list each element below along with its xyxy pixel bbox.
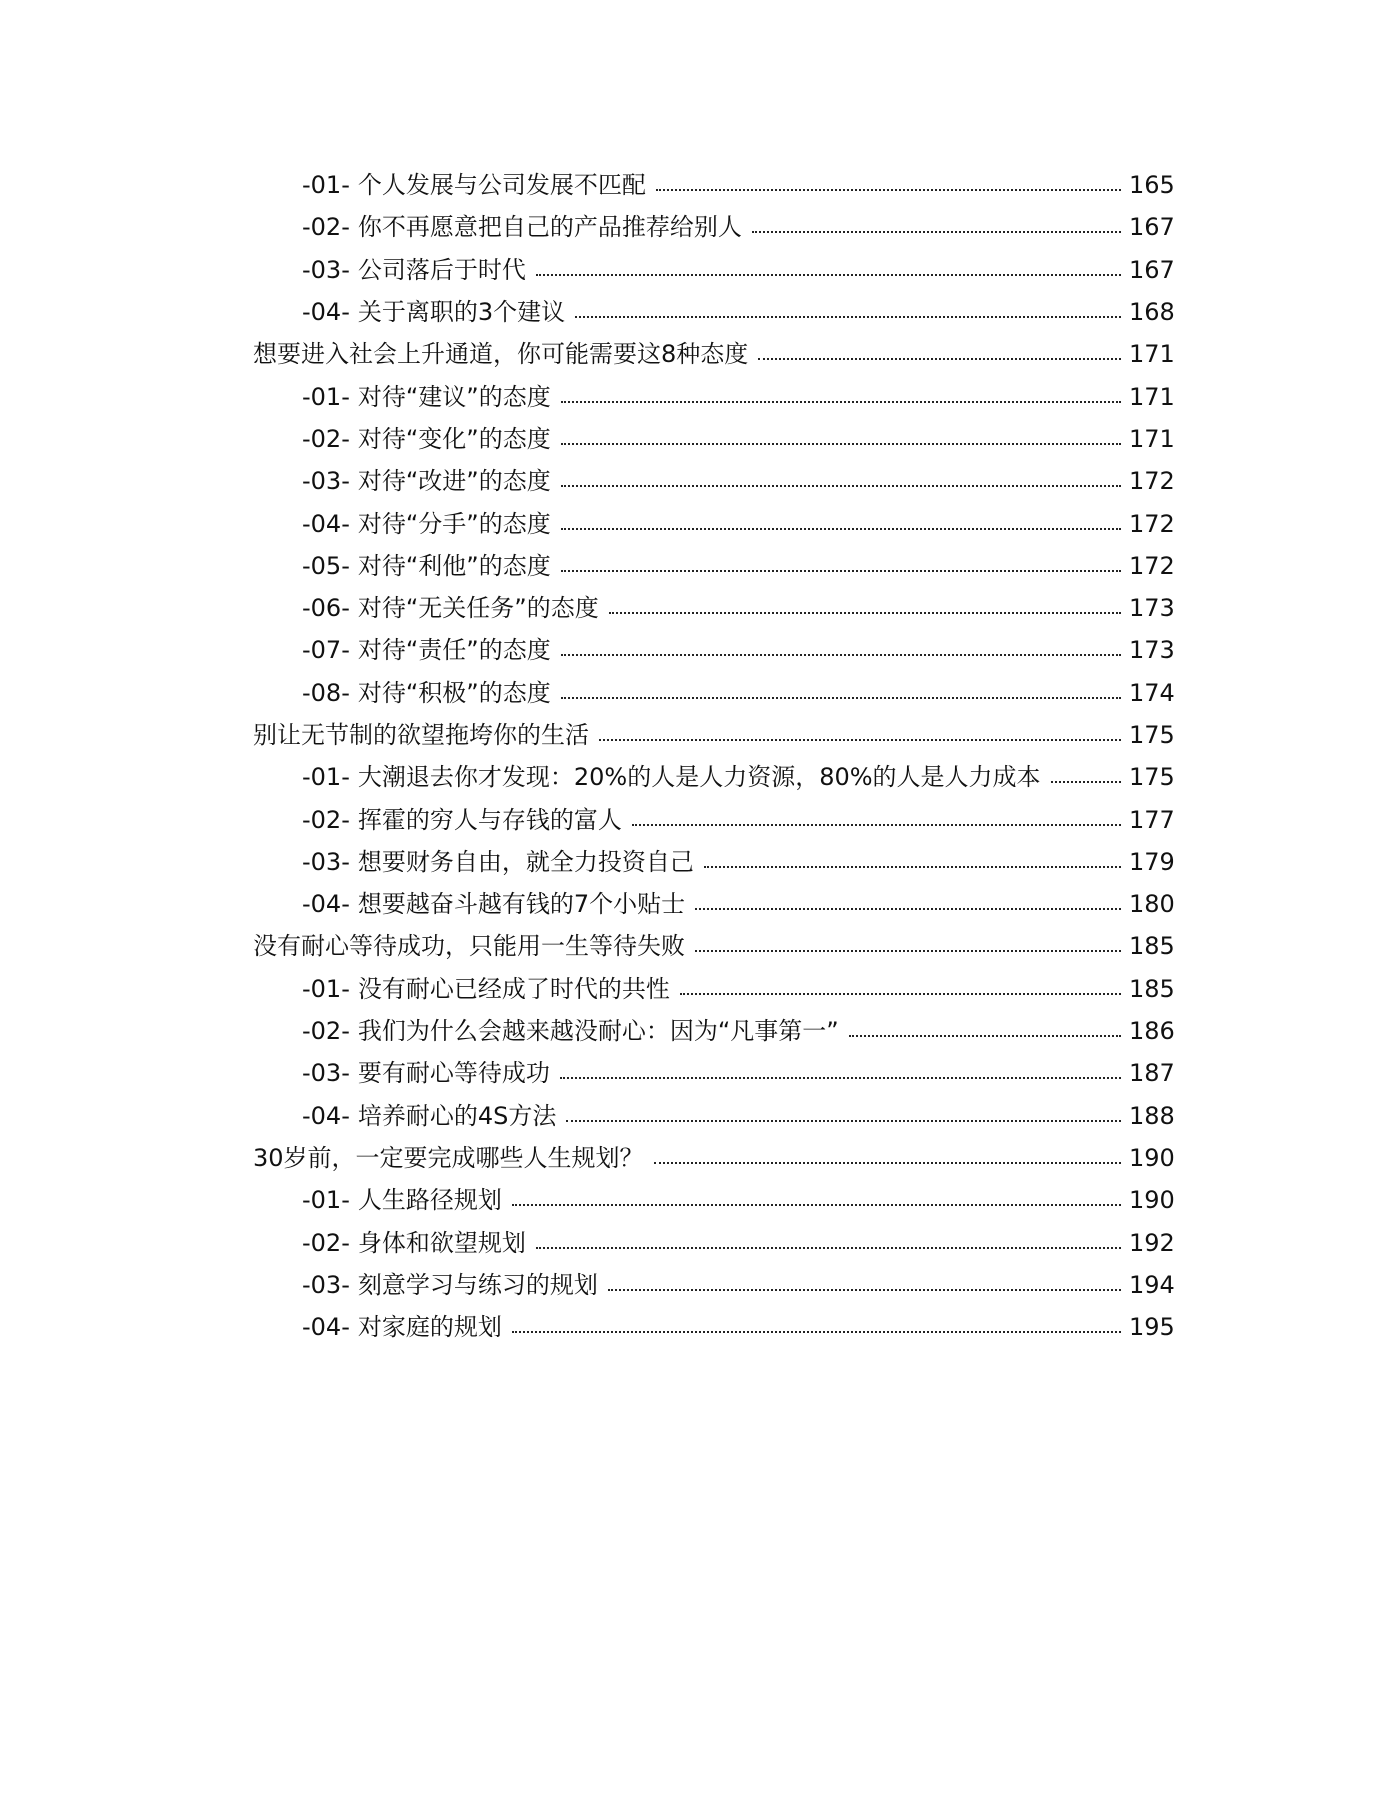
page-number: 172 [1129,467,1175,496]
page-number: 180 [1129,890,1175,919]
toc-entry[interactable] [0,502,1391,544]
dot-leader [599,739,1121,741]
entry-title: 对待“无关任务”的态度 [357,594,599,623]
toc-entry[interactable] [0,756,1391,798]
entry-number: -03- [302,847,350,876]
entry-title: 身体和欲望规划 [357,1228,526,1257]
entry-title: 对待“变化”的态度 [357,424,551,453]
chapter-title: 30岁前，一定要完成哪些人生规划？ [253,1143,644,1172]
toc-entry[interactable] [0,1052,1391,1094]
entry-title: 人生路径规划 [357,1186,502,1215]
toc-entry[interactable] [0,1264,1391,1306]
dot-leader [536,1247,1121,1249]
dot-leader [561,528,1121,530]
entry-title: 刻意学习与练习的规划 [357,1270,598,1299]
dot-leader [752,231,1121,233]
page-number: 185 [1129,932,1175,961]
entry-title: 对待“改进”的态度 [357,467,551,496]
page-number: 167 [1129,213,1175,242]
page-number: 173 [1129,594,1175,623]
dot-leader [654,1162,1121,1164]
dot-leader [566,1120,1121,1122]
page-number: 172 [1129,509,1175,538]
page-number: 171 [1129,424,1175,453]
page-number: 171 [1129,382,1175,411]
entry-title: 想要越奋斗越有钱的7个小贴士 [357,890,686,919]
page-number: 173 [1129,636,1175,665]
page-number: 192 [1129,1228,1175,1257]
toc-entry[interactable] [0,841,1391,883]
toc-entry[interactable] [0,968,1391,1010]
entry-number: -01- [302,382,350,411]
entry-number: -04- [302,1313,350,1342]
toc-entry[interactable] [0,545,1391,587]
entry-title: 我们为什么会越来越没耐心：因为“凡事第一” [357,1017,839,1046]
toc-entry[interactable] [0,418,1391,460]
page-number: 195 [1129,1313,1175,1342]
page-number: 167 [1129,255,1175,284]
toc-entry[interactable] [0,798,1391,840]
entry-title: 关于离职的3个建议 [357,298,566,327]
chapter-title: 没有耐心等待成功，只能用一生等待失败 [253,932,685,961]
entry-number: -01- [302,1186,350,1215]
dot-leader [849,1035,1121,1037]
toc-entry[interactable] [0,291,1391,333]
toc-entry[interactable] [0,1221,1391,1263]
entry-title: 个人发展与公司发展不匹配 [357,171,646,200]
entry-title: 想要财务自由，就全力投资自己 [357,847,694,876]
page-number: 190 [1129,1143,1175,1172]
entry-number: -02- [302,1017,350,1046]
entry-title: 对家庭的规划 [357,1313,502,1342]
entry-title: 挥霍的穷人与存钱的富人 [357,805,622,834]
page-number: 175 [1129,763,1175,792]
entry-number: -04- [302,890,350,919]
entry-number: -05- [302,551,350,580]
page-number: 174 [1129,678,1175,707]
chapter-title: 别让无节制的欲望拖垮你的生活 [253,721,589,749]
dot-leader [561,485,1121,487]
entry-number: -04- [302,298,350,327]
page-number: 190 [1129,1186,1175,1215]
page-number: 187 [1129,1059,1175,1088]
toc-entry[interactable] [0,883,1391,925]
dot-leader [561,697,1121,699]
entry-title: 对待“利他”的态度 [357,551,551,580]
page-number: 194 [1129,1270,1175,1299]
entry-number: -06- [302,594,350,623]
page-number: 185 [1129,974,1175,1003]
toc-chapter-entry[interactable] [0,1137,1391,1179]
entry-title: 大潮退去你才发现：20%的人是人力资源，80%的人是人力成本 [357,763,1041,792]
dot-leader [609,612,1121,614]
entry-title: 公司落后于时代 [357,255,526,284]
toc-chapter-entry[interactable] [0,714,1391,756]
entry-number: -07- [302,636,350,665]
entry-title: 没有耐心已经成了时代的共性 [357,974,670,1003]
dot-leader [680,993,1121,995]
entry-number: -03- [302,255,350,284]
table-of-contents [0,164,1391,1348]
entry-number: -02- [302,213,350,242]
toc-entry[interactable] [0,460,1391,502]
entry-number: -03- [302,1059,350,1088]
page-number: 165 [1129,171,1175,200]
entry-number: -01- [302,974,350,1003]
entry-title: 对待“建议”的态度 [357,382,551,411]
page-number: 186 [1129,1017,1175,1046]
dot-leader [695,950,1121,952]
entry-number: -04- [302,509,350,538]
toc-entry[interactable] [0,375,1391,417]
toc-entry[interactable] [0,1010,1391,1052]
dot-leader [561,443,1121,445]
dot-leader [512,1331,1121,1333]
page-number: 179 [1129,847,1175,876]
toc-entry[interactable] [0,587,1391,629]
dot-leader [575,316,1121,318]
entry-title: 你不再愿意把自己的产品推荐给别人 [357,213,742,242]
entry-title: 要有耐心等待成功 [357,1059,550,1088]
entry-number: -03- [302,467,350,496]
dot-leader [561,654,1121,656]
toc-entry[interactable] [0,672,1391,714]
toc-entry[interactable] [0,1095,1391,1137]
page-number: 172 [1129,551,1175,580]
entry-number: -03- [302,1270,350,1299]
dot-leader [536,274,1121,276]
dot-leader [632,824,1121,826]
page-number: 188 [1129,1101,1175,1130]
entry-number: -04- [302,1101,350,1130]
dot-leader [512,1204,1121,1206]
toc-entry[interactable] [0,1306,1391,1348]
toc-entry[interactable] [0,249,1391,291]
entry-title: 对待“分手”的态度 [357,509,551,538]
entry-number: -02- [302,1228,350,1257]
dot-leader [561,401,1121,403]
page-number: 168 [1129,298,1175,327]
dot-leader [560,1077,1121,1079]
chapter-title: 想要进入社会上升通道，你可能需要这8种态度 [253,340,749,369]
page-number: 175 [1129,721,1175,749]
dot-leader [695,908,1121,910]
entry-number: -02- [302,424,350,453]
dot-leader [704,866,1121,868]
dot-leader [758,358,1121,360]
dot-leader [1051,781,1121,783]
toc-chapter-entry[interactable] [0,925,1391,967]
entry-number: -01- [302,171,350,200]
entry-title: 培养耐心的4S方法 [357,1101,557,1130]
dot-leader [561,570,1121,572]
entry-number: -08- [302,678,350,707]
toc-entry[interactable] [0,629,1391,671]
toc-entry[interactable] [0,1179,1391,1221]
entry-number: -02- [302,805,350,834]
page-number: 171 [1129,340,1175,369]
entry-title: 对待“责任”的态度 [357,636,551,665]
entry-title: 对待“积极”的态度 [357,678,551,707]
dot-leader [608,1289,1121,1291]
entry-number: -01- [302,763,350,792]
toc-entry[interactable] [0,164,1391,206]
page-number: 177 [1129,805,1175,834]
toc-chapter-entry[interactable] [0,333,1391,375]
dot-leader [656,189,1121,191]
toc-entry[interactable] [0,206,1391,248]
